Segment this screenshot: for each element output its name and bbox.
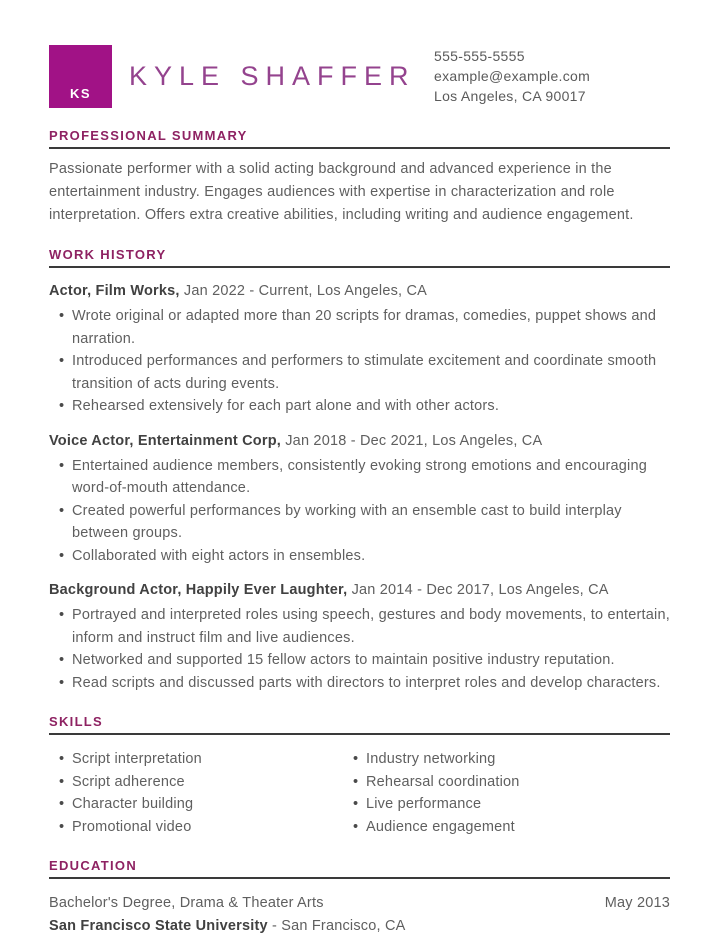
education-degree: Bachelor's Degree, Drama & Theater Arts (49, 895, 324, 911)
education-school-location: - San Francisco, CA (267, 918, 406, 934)
bullet-item: • Networked and supported 15 fellow actors to maintain positive industry reputation. (59, 649, 670, 672)
job-entry (49, 580, 670, 694)
skills-list-right (343, 748, 520, 838)
bullet-item: • Introduced performances and performers to stimulate excitement and coordinate smooth transition of acts during events. (59, 350, 670, 395)
section-professional-summary (49, 128, 670, 227)
job-heading (49, 281, 670, 302)
section-title-skills: SKILLS (49, 714, 104, 729)
bullet-item: • Rehearsed extensively for each part alone and with other actors. (59, 395, 670, 418)
skill-item: • Rehearsal coordination (353, 771, 520, 794)
job-dates-location: Jan 2014 - Dec 2017, Los Angeles, CA (347, 582, 609, 598)
contact-email: example@example.com (434, 68, 591, 84)
bullet-item: • Portrayed and interpreted roles using speech, gestures and body movements, to entertain, inform and instruct film and live audiences. (59, 604, 670, 649)
job-entry (49, 281, 670, 418)
section-title-work: WORK HISTORY (49, 247, 167, 262)
education-school: San Francisco State University (49, 918, 268, 934)
education-degree-row (49, 892, 670, 915)
job-heading (49, 431, 670, 452)
skill-item: • Live performance (353, 793, 520, 816)
section-skills (49, 714, 670, 838)
skill-item: • Script interpretation (59, 748, 343, 771)
education-date: May 2013 (604, 895, 670, 911)
job-heading (49, 580, 670, 601)
job-dates-location: Jan 2018 - Dec 2021, Los Angeles, CA (281, 432, 543, 449)
resume-header (49, 45, 670, 108)
job-bullet-list (49, 305, 670, 418)
skills-list-left (49, 748, 343, 838)
contact-phone: 555-555-5555 (434, 48, 525, 64)
job-dates-location: Jan 2022 - Current, Los Angeles, CA (179, 283, 428, 299)
bullet-item: • Collaborated with eight actors in ensembles. (59, 545, 670, 568)
skill-item: • Script adherence (59, 771, 343, 794)
job-bullet-list (49, 455, 670, 568)
section-divider (49, 877, 670, 879)
job-entry (49, 431, 670, 568)
skill-item: • Industry networking (353, 748, 520, 771)
skill-item: • Promotional video (59, 816, 343, 839)
contact-location: Los Angeles, CA 90017 (434, 88, 586, 104)
job-title-company: Voice Actor, Entertainment Corp, (49, 432, 281, 449)
job-title-company: Background Actor, Happily Ever Laughter, (49, 582, 348, 598)
section-title-education: EDUCATION (49, 858, 138, 873)
bullet-item: • Entertained audience members, consistently evoking strong emotions and encouraging word-of-mouth attendance. (59, 455, 670, 500)
contact-block (434, 45, 670, 106)
bullet-item: • Created powerful performances by working with an ensemble cast to build interplay between groups. (59, 500, 670, 545)
monogram-initials: KS (69, 86, 92, 101)
section-divider (49, 147, 670, 149)
monogram-badge (49, 45, 112, 108)
section-education (49, 858, 670, 938)
skills-columns (49, 748, 670, 838)
section-title-summary: PROFESSIONAL SUMMARY (49, 128, 248, 143)
job-title-company: Actor, Film Works, (49, 283, 180, 299)
job-bullet-list (49, 604, 670, 694)
candidate-name: KYLE SHAFFER (129, 61, 416, 91)
section-divider (49, 733, 670, 735)
education-school-row (49, 915, 670, 938)
section-work-history (49, 247, 670, 694)
skill-item: • Character building (59, 793, 343, 816)
bullet-item: • Wrote original or adapted more than 20 scripts for dramas, comedies, puppet shows and narration. (59, 305, 670, 350)
bullet-item: • Read scripts and discussed parts with directors to interpret roles and develop characters. (59, 672, 670, 695)
skill-item: • Audience engagement (353, 816, 520, 839)
section-divider (49, 266, 670, 268)
summary-paragraph: Passionate performer with a solid acting background and advanced experience in the entertainment industry. Engages audiences with expertise in characterization and role interpretation. Offers extra creative abilities, including writing and audience engagement. (49, 161, 634, 223)
